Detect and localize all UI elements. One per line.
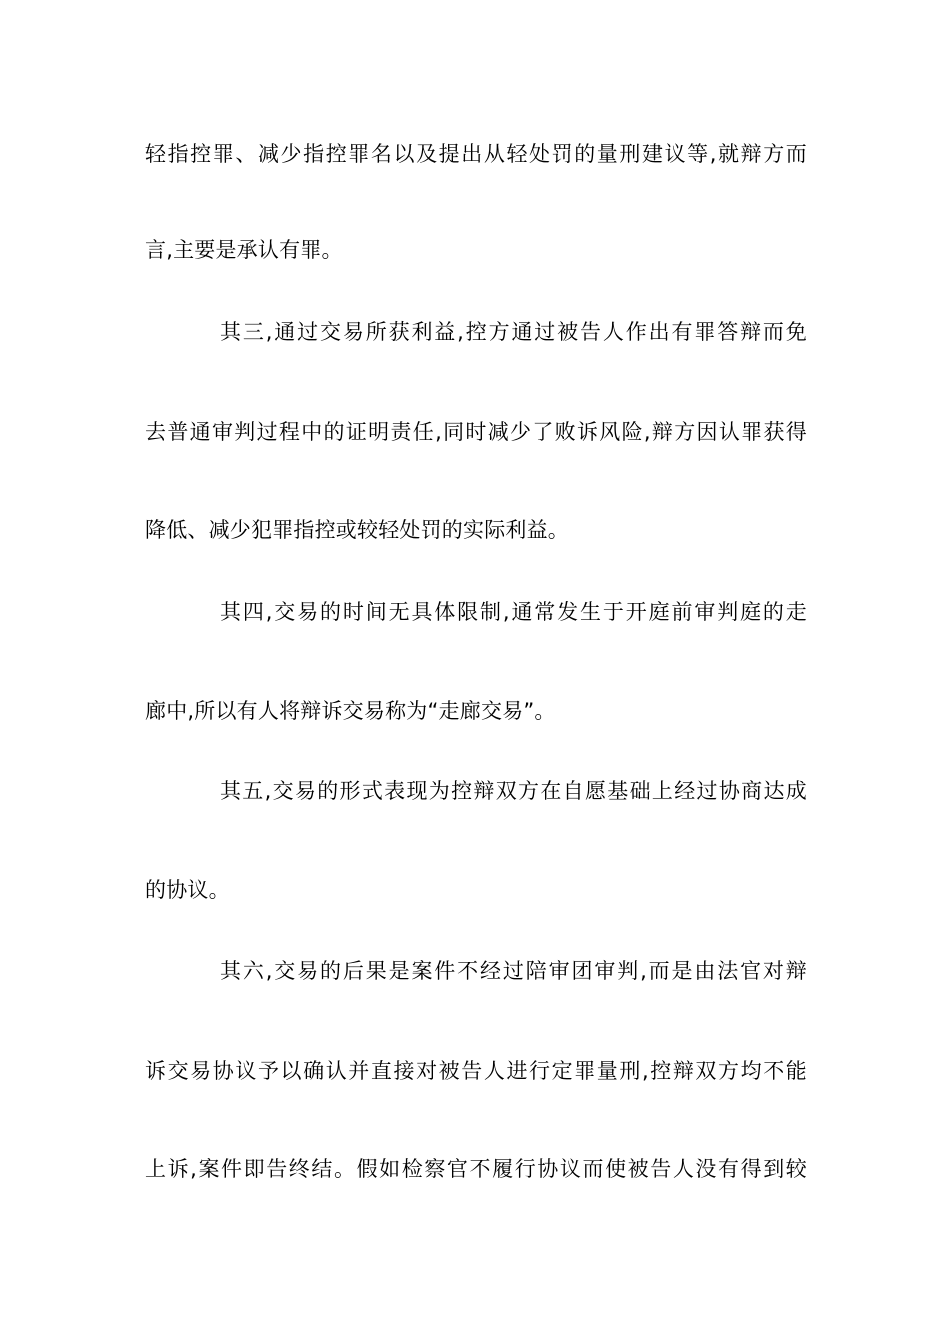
paragraph-start-line: 其四,交易的时间无具体限制,通常发生于开庭前审判庭的走 [220, 600, 807, 624]
text-line: 诉交易协议予以确认并直接对被告人进行定罪量刑,控辩双方均不能 [145, 1059, 807, 1083]
paragraph-start-line: 其五,交易的形式表现为控辩双方在自愿基础上经过协商达成 [220, 779, 807, 803]
text-line: 轻指控罪、减少指控罪名以及提出从轻处罚的量刑建议等,就辩方而 [145, 142, 807, 166]
text-line: 降低、减少犯罪指控或较轻处罚的实际利益。 [145, 518, 569, 542]
paragraph-start-line: 其六,交易的后果是案件不经过陪审团审判,而是由法官对辩 [220, 959, 807, 983]
text-line: 的协议。 [145, 878, 230, 902]
text-line: 上诉,案件即告终结。假如检察官不履行协议而使被告人没有得到较 [145, 1157, 807, 1181]
paragraph-start-line: 其三,通过交易所获利益,控方通过被告人作出有罪答辩而免 [220, 320, 807, 344]
text-line: 廊中,所以有人将辩诉交易称为“走廊交易”。 [145, 699, 556, 723]
text-line: 言,主要是承认有罪。 [145, 238, 343, 262]
text-line: 去普通审判过程中的证明责任,同时减少了败诉风险,辩方因认罪获得 [145, 420, 807, 444]
